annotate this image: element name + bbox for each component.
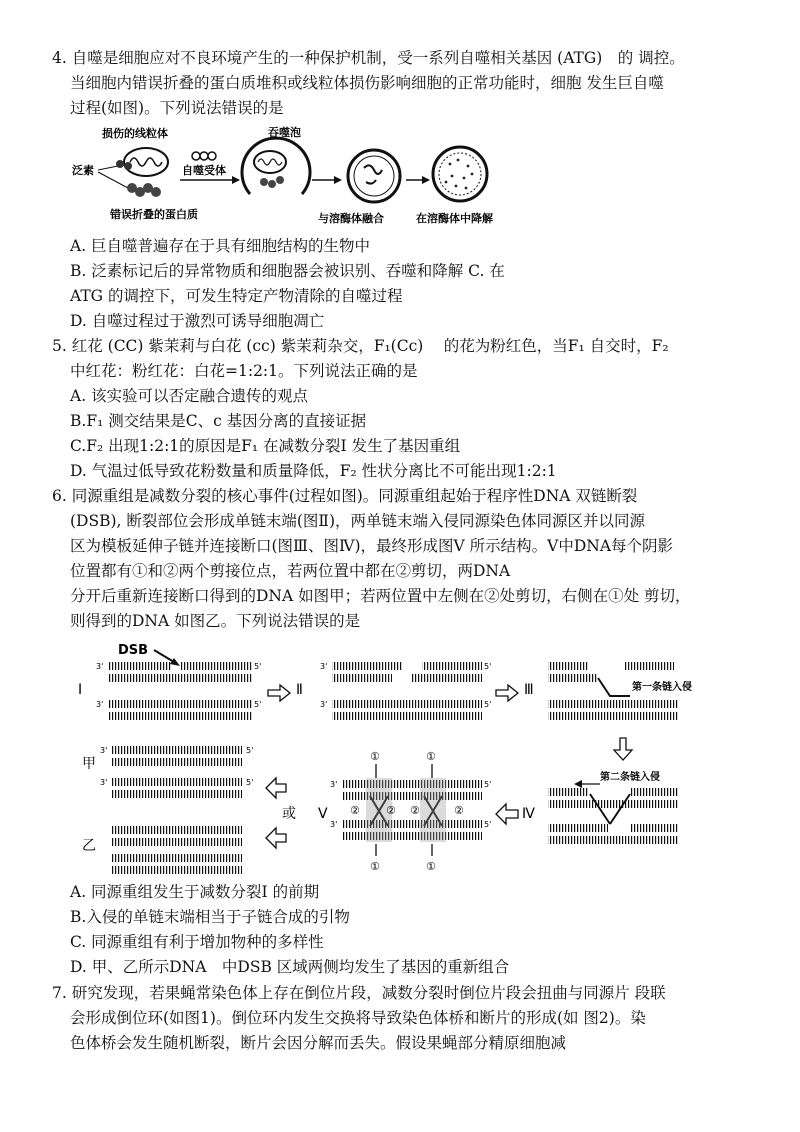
strand-end-label: 5'	[484, 780, 492, 789]
site-1-bottom-right: ①	[426, 860, 436, 873]
strand-end-label: 3'	[330, 820, 338, 829]
homologous-recombination-figure	[70, 638, 710, 878]
dsb-label: DSB	[118, 643, 149, 658]
q5-option-c: C.F₂ 出现1:2:1的原因是F₁ 在减数分裂I 发生了基因重组	[70, 437, 461, 455]
site-2-left: ②	[350, 804, 360, 817]
label-phagophore: 吞噬泡	[268, 126, 301, 139]
q4-stem-line-1: 4. 自噬是细胞应对不良环境产生的一种保护机制，受一系列自噬相关基因 (ATG) 的 调控。	[52, 49, 685, 67]
q6-stem-line-6: 则得到的DNA 如图乙。下列说法错误的是	[70, 612, 361, 630]
strand-end-label: 3'	[330, 780, 338, 789]
q5-stem-line-1: 5. 红花 (CC) 紫茉莉与白花 (cc) 紫茉莉杂交，F₁(Cc) 的花为粉红色，当F₁ 自交时，F₂	[52, 337, 669, 355]
q5-option-b: B.F₁ 测交结果是C、c 基因分离的直接证据	[70, 412, 367, 430]
strand-end-label: 5'	[246, 778, 254, 787]
q6-stem-line-4: 位置都有①和②两个剪接位点，若两位置中都在②剪切，两DNA	[70, 562, 511, 580]
second-invasion-label: 第二条链入侵	[600, 772, 660, 783]
strand-end-label: 3'	[96, 700, 104, 709]
q6-stem-line-2: (DSB), 断裂部位会形成单链末端(图Ⅱ)，两单链末端入侵同源染色体同源区并以同源	[70, 512, 646, 530]
autophagy-figure	[72, 122, 502, 232]
jia-label: 甲	[82, 756, 96, 772]
first-invasion-label: 第一条链入侵	[632, 682, 692, 693]
q6-option-c: C. 同源重组有利于增加物种的多样性	[70, 933, 324, 951]
q4-stem-line-2: 当细胞内错误折叠的蛋白质堆积或线粒体损伤影响细胞的正常功能时，细胞 发生巨自噬	[70, 74, 664, 92]
q4-option-c-cont: ATG 的调控下，可发生特定产物清除的自噬过程	[70, 287, 403, 305]
strand-end-label: 3'	[320, 662, 328, 671]
panel-ii-label: Ⅱ	[296, 682, 303, 698]
or-label: 或	[282, 806, 296, 822]
q6-option-d: D. 甲、乙所示DNA 中DSB 区域两侧均发生了基因的重新组合	[70, 958, 510, 976]
strand-end-label: 3'	[100, 778, 108, 787]
q5-option-d: D. 气温过低导致花粉数量和质量降低，F₂ 性状分离比不可能出现1:2:1	[70, 462, 557, 480]
q6-option-a: A. 同源重组发生于减数分裂I 的前期	[70, 883, 320, 901]
panel-iv-label: Ⅳ	[522, 806, 535, 822]
site-1-top-right: ①	[426, 750, 436, 763]
panel-v-label: Ⅴ	[318, 806, 328, 822]
q7-stem-line-3: 色体桥会发生随机断裂，断片会因分解而丢失。假设果蝇部分精原细胞减	[70, 1034, 567, 1052]
label-ubiquitin: 泛素	[72, 164, 94, 177]
label-receptor: 自噬受体	[182, 164, 226, 177]
q6-stem-line-3: 区为模板延伸子链并连接断口(图Ⅲ、图Ⅳ)，最终形成图Ⅴ 所示结构。Ⅴ中DNA每个阴影	[70, 537, 674, 555]
strand-end-label: 5'	[254, 700, 262, 709]
strand-end-label: 5'	[246, 746, 254, 755]
yi-label: 乙	[82, 838, 96, 854]
q7-stem-line-2: 会形成倒位环(如图1)。倒位环内发生交换将导致染色体桥和断片的形成(如 图2)。染	[70, 1009, 646, 1027]
q6-stem-line-5: 分开后重新连接断口得到的DNA 如图甲；若两位置中左侧在②处剪切，右侧在①处 剪切，	[70, 587, 691, 605]
q6-stem-line-1: 6. 同源重组是减数分裂的核心事件(过程如图)。同源重组起始于程序性DNA 双链断裂	[52, 487, 638, 505]
q4-stem-line-3: 过程(如图)。下列说法错误的是	[70, 99, 284, 117]
site-1-top-left: ①	[370, 750, 380, 763]
strand-end-label: 5'	[484, 662, 492, 671]
label-misfolded: 错误折叠的蛋白质	[110, 208, 198, 221]
q7-stem-line-1: 7. 研究发现，若果蝇常染色体上存在倒位片段，减数分裂时倒位片段会扭曲与同源片 段联	[52, 984, 666, 1002]
site-2-mid-right: ②	[410, 804, 420, 817]
q4-option-a: A. 巨自噬普遍存在于具有细胞结构的生物中	[70, 237, 371, 255]
strand-end-label: 3'	[100, 746, 108, 755]
q5-stem-line-2: 中红花：粉红花：白花=1:2:1。下列说法正确的是	[70, 362, 418, 380]
strand-end-label: 5'	[254, 662, 262, 671]
strand-end-label: 5'	[484, 820, 492, 829]
panel-iii-label: Ⅲ	[524, 682, 534, 698]
strand-end-label: 3'	[320, 700, 328, 709]
q6-option-b: B.入侵的单链末端相当于子链合成的引物	[70, 908, 350, 926]
q4-option-d: D. 自噬过程过于激烈可诱导细胞凋亡	[70, 312, 325, 330]
strand-end-label: 5'	[484, 700, 492, 709]
q4-option-b: B. 泛素标记后的异常物质和细胞器会被识别、吞噬和降解 C. 在	[70, 262, 505, 280]
site-2-mid-left: ②	[386, 804, 396, 817]
label-fuse: 与溶酶体融合	[318, 212, 384, 225]
site-1-bottom-left: ①	[370, 860, 380, 873]
site-2-right: ②	[454, 804, 464, 817]
strand-end-label: 3'	[96, 662, 104, 671]
label-degrade: 在溶酶体中降解	[416, 212, 493, 225]
label-damaged-mito: 损伤的线粒体	[102, 127, 168, 140]
q5-option-a: A. 该实验可以否定融合遗传的观点	[70, 387, 309, 405]
panel-i-label: Ⅰ	[78, 682, 83, 698]
